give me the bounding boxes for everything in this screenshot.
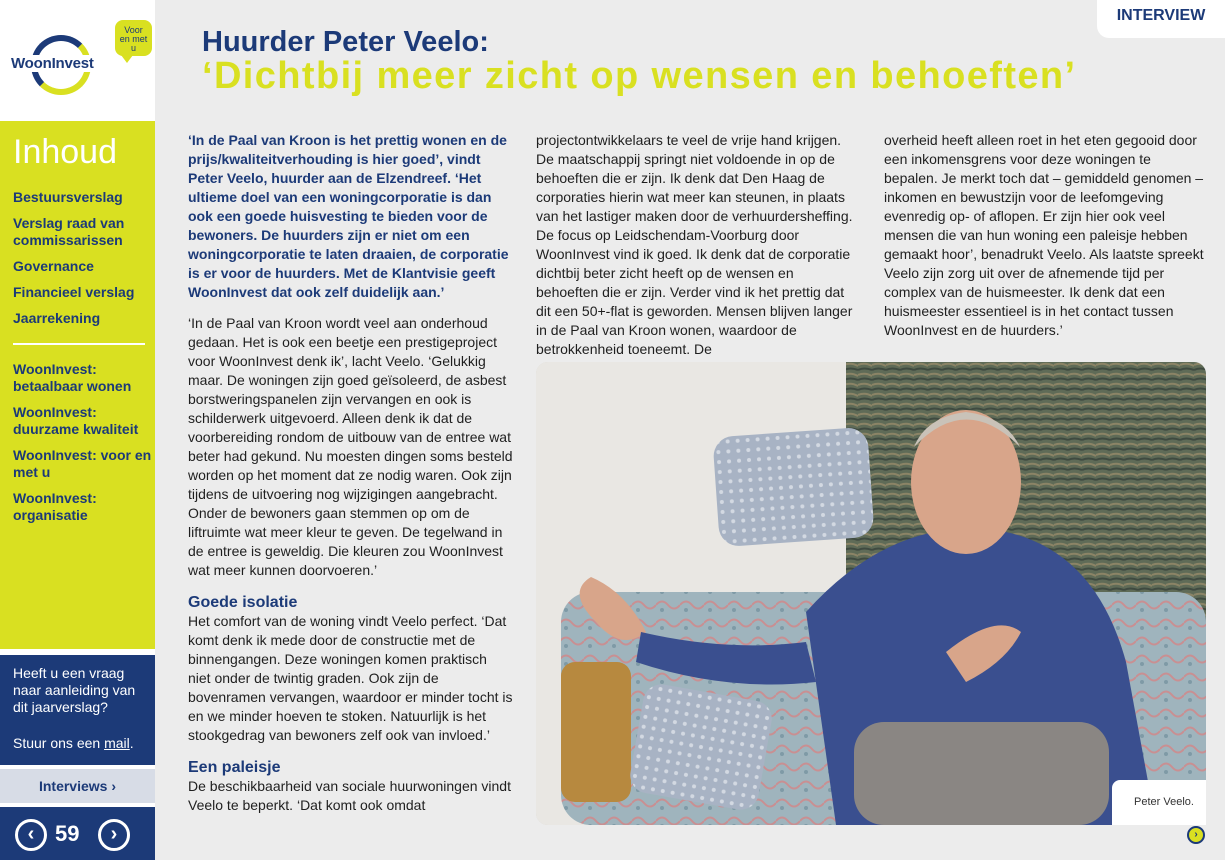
- toc-list-woninvest: [13, 361, 153, 533]
- question-box: [0, 655, 155, 765]
- previous-page-button[interactable]: ‹: [15, 819, 47, 851]
- interviews-label: Interviews: [38, 778, 108, 794]
- toc-item-duurzame-kwaliteit[interactable]: WoonInvest: duurzame kwaliteit: [13, 404, 139, 437]
- mail-suffix: .: [129, 735, 134, 751]
- article-column-2: [536, 131, 858, 359]
- next-page-button[interactable]: ›: [98, 819, 130, 851]
- logo-text: WoonInvest: [11, 55, 94, 72]
- portrait-illustration: [536, 362, 1206, 825]
- sidebar: [0, 0, 155, 860]
- toc-divider: [13, 343, 145, 345]
- headline: Huurder Peter Veelo:: [202, 26, 489, 58]
- subheading-isolatie: Goede isolatie: [188, 594, 298, 611]
- page-navigation: [0, 807, 155, 860]
- toc-item-jaarrekening[interactable]: Jaarrekening: [13, 310, 101, 326]
- toc-item-verslag-raad[interactable]: Verslag raad van commissarissen: [13, 215, 125, 248]
- page-number: 59: [55, 821, 80, 846]
- photo-caption: Peter Veelo.: [1112, 780, 1206, 825]
- toc-item-organisatie[interactable]: WoonInvest: organisatie: [13, 490, 97, 523]
- toc-item-betaalbaar-wonen[interactable]: WoonInvest: betaalbaar wonen: [13, 361, 132, 394]
- toc-item-voor-en-met-u[interactable]: WoonInvest: voor en met u: [13, 447, 152, 480]
- article-paragraph: De beschikbaarheid van sociale huurwoningen vindt Veelo te beperkt. ‘Dat komt ook omdat: [188, 778, 511, 813]
- toc-item-bestuursverslag[interactable]: Bestuursverslag: [13, 189, 123, 205]
- question-text: Heeft u een vraag naar aanleiding van dit jaarverslag?: [13, 665, 136, 715]
- article-paragraph: Het comfort van de woning vindt Veelo perfect. ‘Dat komt denk ik mede door de constructie met de binnengangen. Deze woningen komen praktisch niet onder de twintig graden. Ook zijn de bovenramen vervangen, waardoor er minder tocht is en we minder hoeven te stoken. Natuurlijk is het stookgedrag van bewoners zelf ook van invloed.’: [188, 613, 513, 743]
- toc-item-governance[interactable]: Governance: [13, 258, 94, 274]
- toc-list-main: [13, 189, 153, 336]
- table-of-contents: [0, 121, 155, 649]
- toc-title: Inhoud: [13, 133, 117, 171]
- mail-prefix: Stuur ons een: [13, 735, 105, 751]
- mail-link[interactable]: mail: [104, 735, 130, 751]
- article-paragraph: ‘In de Paal van Kroon wordt veel aan onderhoud gedaan. Het is ook een beetje een prestigeproject voor WoonInvest denk ik’, lacht Veelo. ‘Gelukkig maar. De woningen zijn goed geïsoleerd, de asbest borstweringspanelen zijn vervangen en ook is schilderwerk uitgevoerd. Alleen denk ik dat de voorbereiding rondom de uitbouw van de entree wat beter had gekund. Nu moesten dingen soms besteld worden op het moment dat ze nodig waren. Ook zijn tijdens de uitvoering nog wijzigingen aangebracht. Onder de bewoners gaan stemmen op om de liftruimte wat meer kleur te geven. De tegelwand in de entree is geweldig. Die kleuren zou WoonInvest wat meer kunnen doorvoeren.’: [188, 315, 513, 578]
- article-intro: ‘In de Paal van Kroon is het prettig wonen en de prijs/kwaliteitverhouding is hier goed’, vindt Peter Veelo, huurder aan de Elzendreef. ‘Het ultieme doel van een woningcorporatie is dan ook een goede huisvesting te bieden voor de bewoners. De huurders zijn er niet om een woningcorporatie te laten draaien, de corporatie is er voor de huurders. Met de Klantvisie geeft WoonInvest dat ook zelf duidelijk aan.’: [188, 132, 509, 300]
- portrait-photo: [536, 362, 1206, 825]
- logo-bubble: Voor en met u: [115, 20, 152, 56]
- article-column-3: [884, 131, 1204, 340]
- headline-quote: ‘Dichtbij meer zicht op wensen en behoeften’: [202, 55, 1077, 97]
- interviews-button[interactable]: [0, 769, 155, 803]
- article-column-1: [188, 131, 513, 815]
- mail-line: [13, 735, 134, 752]
- article-paragraph: overheid heeft alleen roet in het eten gegooid door een inkomensgrens voor deze woningen te bepalen. Je merkt toch dat – gemiddeld genomen – inkomen en bewustzijn voor de leefomgeving evenredig op- of aflopen. Er zijn hier ook veel mensen die van hun woning een paleisje hebben gemaakt hoor’, benadrukt Veelo. Als laatste spreekt Veelo zijn zorg uit over de afnemende tijd per complex van de huismeester. Ik denk dat een huismeester essentieel is in het contact tussen WoonInvest en de huurders.’: [884, 132, 1204, 338]
- next-arrow-icon[interactable]: ›: [1187, 826, 1205, 844]
- subheading-paleisje: Een paleisje: [188, 759, 281, 776]
- section-tab: INTERVIEW: [1097, 0, 1225, 38]
- toc-item-financieel-verslag[interactable]: Financieel verslag: [13, 284, 135, 300]
- article-paragraph: projectontwikkelaars te veel de vrije hand krijgen. De maatschappij springt niet voldoende in op de behoeften die er zijn. Ik denk dat Den Haag de corporaties hierin wat meer kan steunen, in plaats van het lastiger maken door de verhuurdersheffing. De focus op Leidschendam-Voorburg door WoonInvest vind ik goed. Ik denk dat de corporatie dichtbij beter zicht heeft op de wensen en behoeften die er zijn. Verder vind ik het prettig dat dit een 50+-flat is geworden. Mensen blijven langer in de Paal van Kroon wonen, waardoor de betrokkenheid toeneemt. De: [536, 132, 853, 357]
- chevron-right-icon: ›: [111, 778, 117, 794]
- logo[interactable]: [0, 0, 155, 120]
